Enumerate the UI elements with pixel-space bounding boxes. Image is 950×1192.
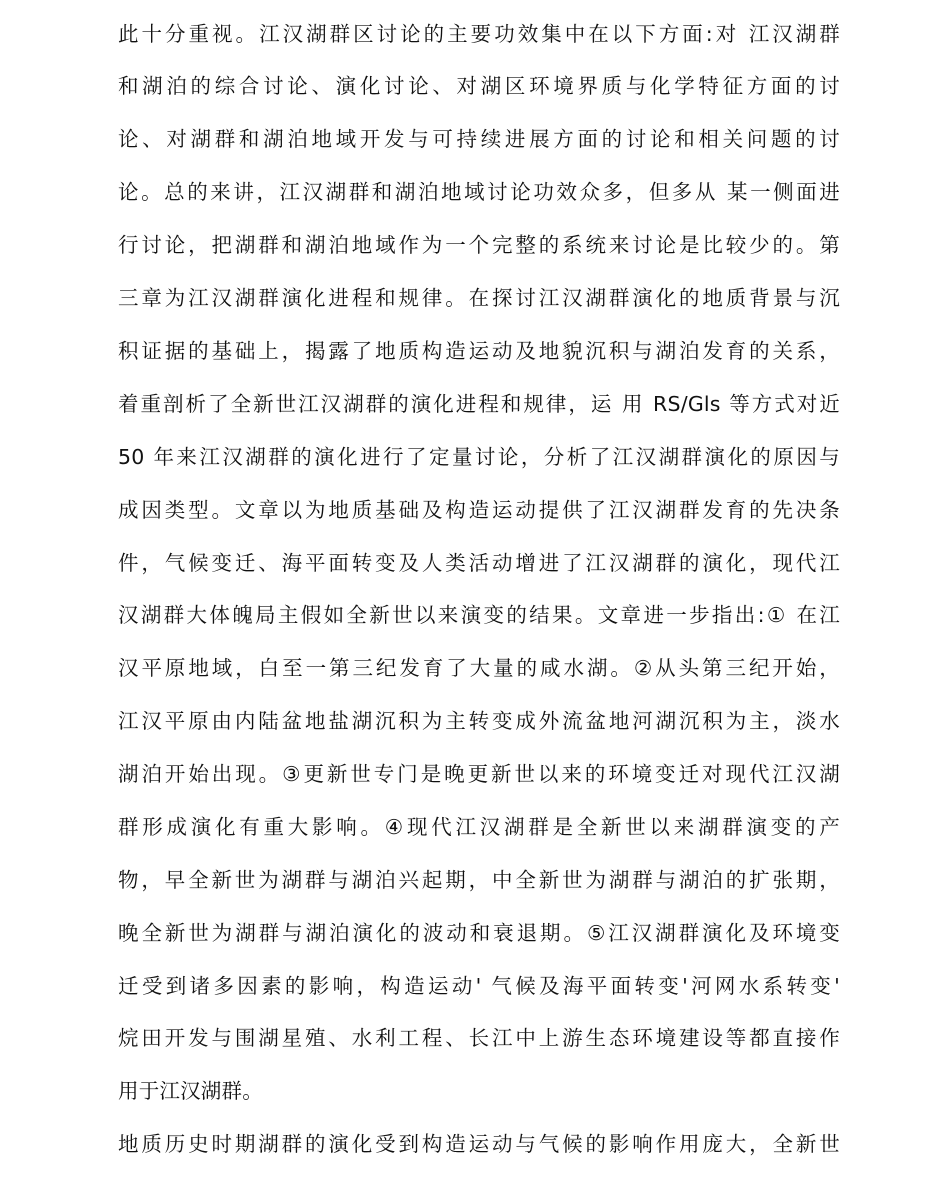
text-line: 群形成演化有重大影响。④现代江汉湖群是全新世以来湖群演变的产 (118, 815, 840, 839)
text-line: 晚全新世为湖群与湖泊演化的波动和衰退期。⑤江汉湖群演化及环境变 (118, 921, 840, 945)
text-line: 三章为江汉湖群演化进程和规律。在探讨江汉湖群演化的地质背景与沉 (118, 286, 840, 310)
text-line: 用于江汉湖群。 (118, 1079, 263, 1103)
text-line: 行讨论，把湖群和湖泊地域作为一个完整的系统来讨论是比较少的。第 (118, 233, 840, 257)
text-line: 物，早全新世为湖群与湖泊兴起期，中全新世为湖群与湖泊的扩张期， (118, 868, 840, 892)
text-line: 论、对湖群和湖泊地域开发与可持续进展方面的讨论和相关问题的讨 (118, 127, 840, 151)
text-line: 成因类型。文章以为地质基础及构造运动提供了江汉湖群发育的先决条 (118, 498, 840, 522)
text-line: 湖泊开始出现。③更新世专门是晚更新世以来的环境变迁对现代江汉湖 (118, 762, 840, 786)
text-line: 汉湖群大体魄局主假如全新世以来演变的结果。文章进一步指出:① 在江 (118, 603, 840, 627)
text-line: 积证据的基础上，揭露了地质构造运动及地貌沉积与湖泊发育的关系， (118, 339, 840, 363)
text-line: 50 年来江汉湖群的演化进行了定量讨论，分析了江汉湖群演化的原因与 (118, 445, 840, 469)
text-line: 此十分重视。江汉湖群区讨论的主要功效集中在以下方面:对 江汉湖群 (118, 22, 840, 46)
text-line: 和湖泊的综合讨论、演化讨论、对湖区环境界质与化学特征方面的讨 (118, 74, 840, 98)
text-line: 着重剖析了全新世江汉湖群的演化进程和规律，运 用 RS/Gls 等方式对近 (118, 392, 840, 416)
text-line: 汉平原地域，白至一第三纪发育了大量的咸水湖。②从头第三纪开始， (118, 656, 840, 680)
text-line: 地质历史时期湖群的演化受到构造运动与气候的影响作用庞大，全新世 (118, 1132, 840, 1156)
text-line: 迁受到诸多因素的影响，构造运动' 气候及海平面转变'河网水系转变' (118, 974, 840, 998)
text-line: 烷田开发与围湖星殖、水利工程、长江中上游生态环境建设等都直接作 (118, 1026, 840, 1050)
text-line: 江汉平原由内陆盆地盐湖沉积为主转变成外流盆地河湖沉积为主，淡水 (118, 709, 840, 733)
text-line: 件，气候变迁、海平面转变及人类活动增进了江汉湖群的演化，现代江 (118, 551, 840, 575)
text-line: 论。总的来讲，江汉湖群和湖泊地域讨论功效众多，但多从 某一侧面进 (118, 180, 840, 204)
